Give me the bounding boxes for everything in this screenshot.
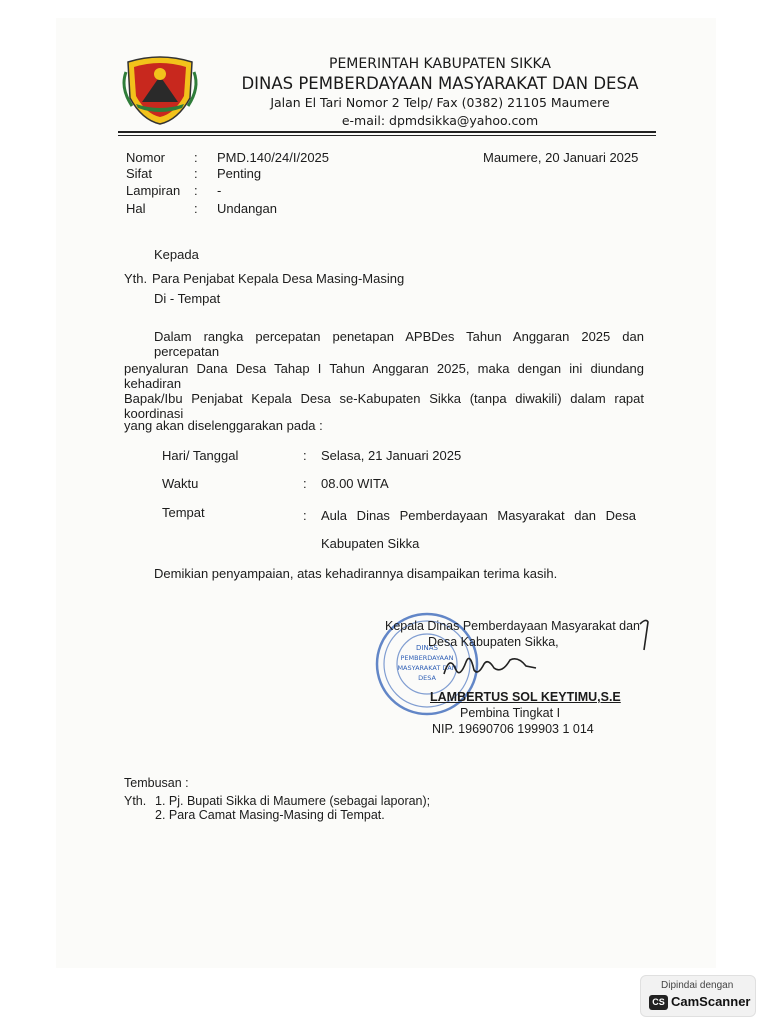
signer-title-1: Kepala Dinas Pemberdayaan Masyarakat dan [385, 619, 641, 633]
colon: : [194, 183, 198, 198]
header-rule-thick [118, 131, 656, 133]
stamp-text: DINAS [416, 644, 438, 652]
kepada: Kepada [154, 247, 199, 262]
signer-title-2: Desa Kabupaten Sikka, [428, 635, 559, 649]
tempat-value-1: Aula Dinas Pemberdayaan Masyarakat dan Desa [321, 508, 636, 523]
letterhead-government: PEMERINTAH KABUPATEN SIKKA [329, 56, 551, 72]
colon: : [303, 508, 307, 523]
cc-yth: Yth. [124, 794, 147, 808]
sifat-label: Sifat [126, 166, 153, 181]
closing-sentence: Demikian penyampaian, atas kehadirannya disampaikan terima kasih. [154, 566, 558, 581]
lampiran-label: Lampiran [126, 183, 181, 198]
signature-tick-mark [636, 614, 656, 654]
scanner-brand: CamScanner [671, 994, 751, 1009]
hal-label: Hal [126, 201, 146, 216]
colon: : [194, 201, 198, 216]
cc-label: Tembusan : [124, 776, 189, 790]
signer-nip: NIP. 19690706 199903 1 014 [432, 722, 594, 736]
sifat-value: Penting [217, 166, 262, 181]
stamp-text: PEMBERDAYAAN [400, 654, 454, 662]
signer-name: LAMBERTUS SOL KEYTIMU,S.E [430, 690, 621, 704]
nomor-label: Nomor [126, 150, 166, 165]
body-line-4: yang akan diselenggarakan pada : [124, 418, 323, 433]
cc-item-1: 1. Pj. Bupati Sikka di Maumere (sebagai laporan); [155, 794, 431, 808]
colon: : [303, 448, 307, 463]
colon: : [194, 150, 198, 165]
stamp-text: MASYARAKAT DAN [397, 664, 457, 672]
stamp-text: DESA [418, 674, 436, 682]
place-date: Maumere, 20 Januari 2025 [483, 150, 639, 165]
recipient-place: Di - Tempat [154, 291, 221, 306]
hari-label: Hari/ Tanggal [162, 448, 239, 463]
tempat-label: Tempat [162, 505, 205, 520]
yth: Yth. [124, 271, 148, 286]
recipient-name: Para Penjabat Kepala Desa Masing-Masing [152, 271, 405, 286]
regency-emblem-icon [118, 54, 202, 126]
waktu-value: 08.00 WITA [321, 476, 389, 491]
header-rule-thin [118, 135, 656, 136]
handwritten-signature [440, 648, 540, 682]
body-line-2: penyaluran Dana Desa Tahap I Tahun Anggaran 2025, maka dengan ini diundang kehadiran [124, 361, 644, 391]
lampiran-value: - [217, 183, 222, 198]
hari-value: Selasa, 21 Januari 2025 [321, 448, 462, 463]
signer-rank: Pembina Tingkat I [460, 706, 561, 720]
body-line-3: Bapak/Ibu Penjabat Kepala Desa se-Kabupaten Sikka (tanpa diwakili) dalam rapat koordinasi [124, 391, 644, 421]
cc-item-2: 2. Para Camat Masing-Masing di Tempat. [155, 808, 385, 822]
waktu-label: Waktu [162, 476, 199, 491]
colon: : [194, 166, 198, 181]
hal-value: Undangan [217, 201, 277, 216]
letterhead-email: e-mail: dpmdsikka@yahoo.com [341, 113, 539, 128]
letterhead-agency: DINAS PEMBERDAYAAN MASYARAKAT DAN DESA [241, 74, 639, 93]
nomor-value: PMD.140/24/I/2025 [217, 150, 330, 165]
camscanner-watermark [640, 975, 756, 1017]
tempat-value-2: Kabupaten Sikka [321, 536, 420, 551]
colon: : [303, 476, 307, 491]
body-line-1: Dalam rangka percepatan penetapan APBDes Tahun Anggaran 2025 dan percepatan [154, 329, 644, 359]
camscanner-logo-icon: CS [649, 995, 668, 1010]
letterhead-address: Jalan El Tari Nomor 2 Telp/ Fax (0382) 21105 Maumere [270, 95, 610, 110]
scanner-caption: Dipindai dengan [661, 980, 734, 991]
